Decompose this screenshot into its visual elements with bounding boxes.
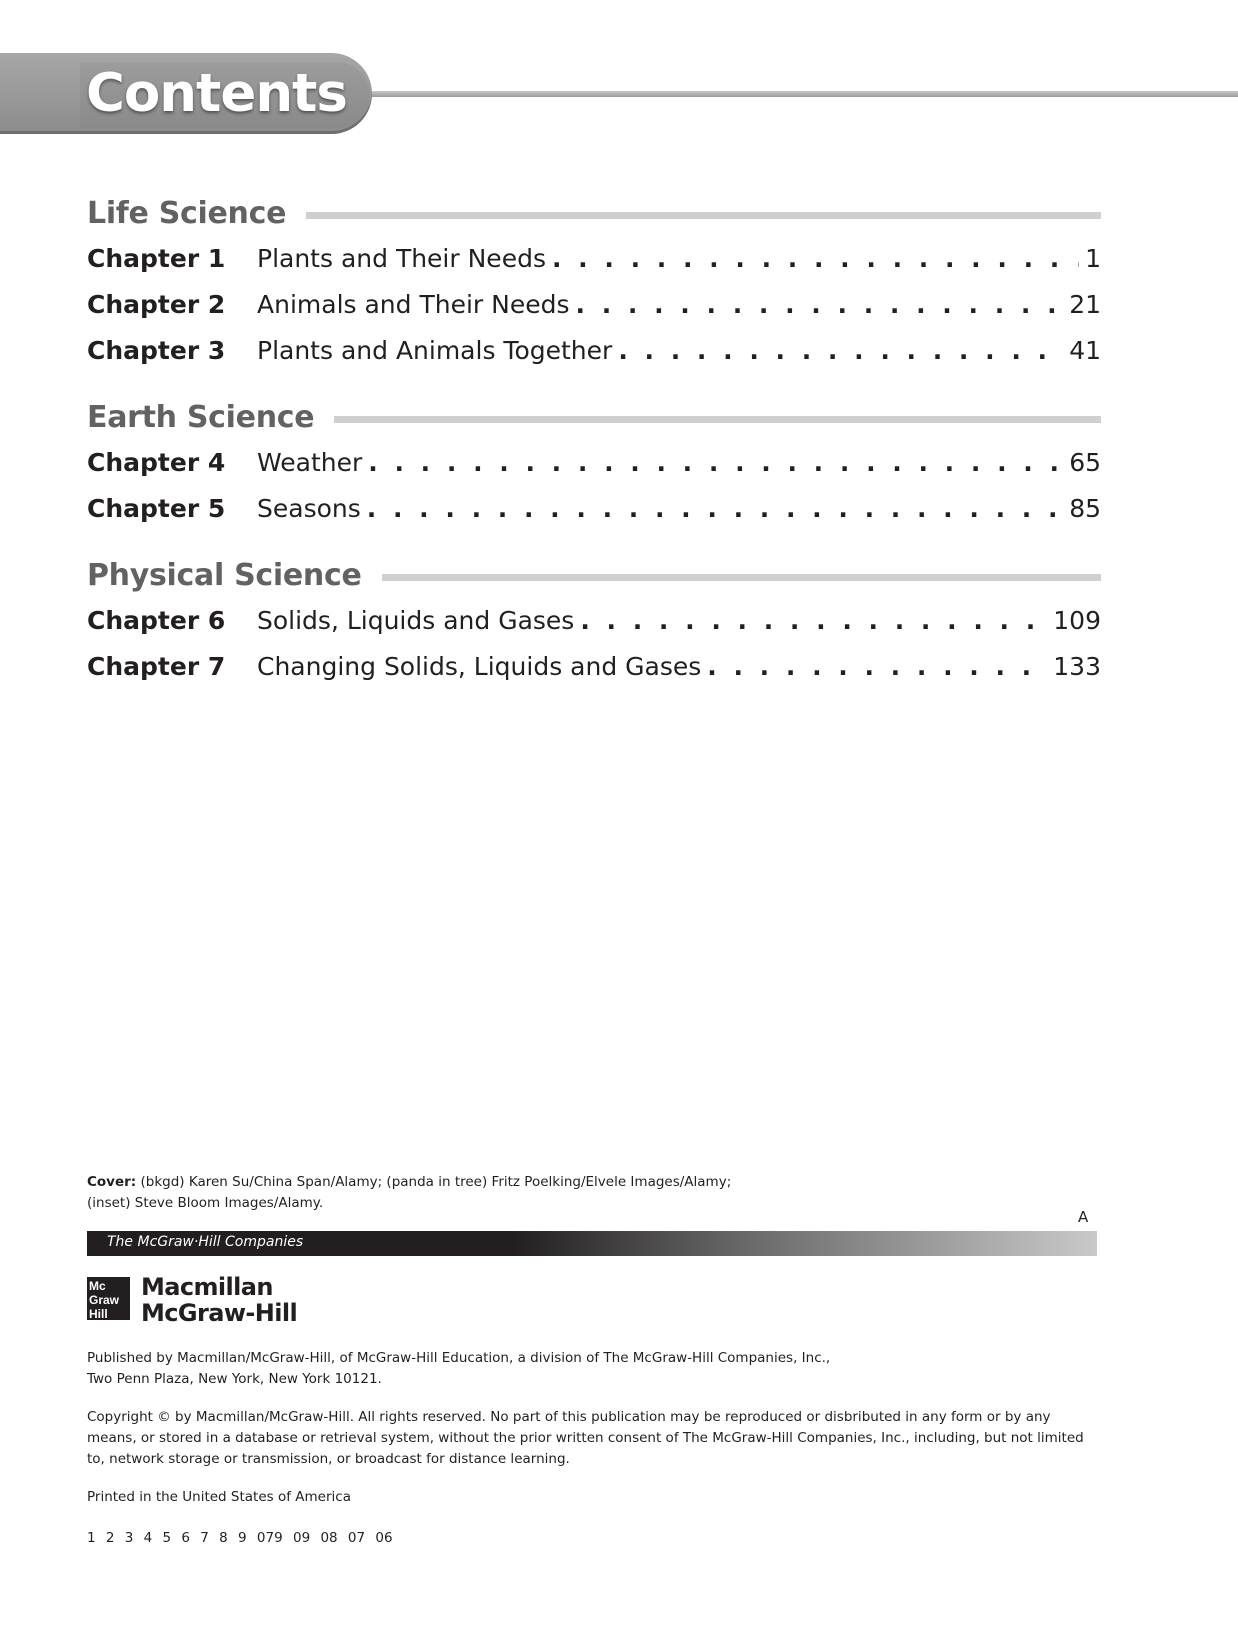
dot-leader <box>576 282 1064 328</box>
logo-line1: Macmillan <box>141 1273 273 1301</box>
toc-entry[interactable] <box>87 598 1101 644</box>
chapter-label: Chapter 3 <box>87 336 226 365</box>
chapter-label: Chapter 4 <box>87 448 226 477</box>
cover-credit-line1: (bkgd) Karen Su/China Span/Alamy; (panda in tree) Fritz Poelking/Elvele Images/Alamy; <box>140 1174 732 1190</box>
section-rule <box>334 416 1101 423</box>
section-title: Life Science <box>87 195 287 231</box>
chapter-label: Chapter 7 <box>87 652 226 681</box>
cover-credit-line2: (inset) Steve Bloom Images/Alamy. <box>87 1195 324 1211</box>
section-title: Earth Science <box>87 399 315 435</box>
toc-entry[interactable] <box>87 440 1101 486</box>
svg-text:Mc: Mc <box>89 1279 106 1293</box>
chapter-label: Chapter 5 <box>87 494 226 523</box>
chapter-title: Animals and Their Needs <box>257 290 570 319</box>
svg-text:Graw: Graw <box>89 1293 120 1307</box>
page-number: 85 <box>1069 494 1101 523</box>
publisher-logo-text <box>141 1274 297 1326</box>
page-number: 21 <box>1069 290 1101 319</box>
edition-letter: A <box>1078 1208 1089 1226</box>
chapter-label: Chapter 2 <box>87 290 226 319</box>
section-title: Physical Science <box>87 557 362 593</box>
copyright-text: Copyright © by Macmillan/McGraw-Hill. All rights reserved. No part of this publication may be reproduced or disbributed in any form or by any means, or stored in a database or retrieval system, without the prior written consent of The McGraw-Hill Companies, Inc., including, but not limited to, network storage or transmission, or broadcast for distance learning. <box>87 1409 1084 1467</box>
mcgraw-hill-logo-icon <box>87 1277 130 1320</box>
toc-entry[interactable] <box>87 486 1101 532</box>
print-numbers: 1 2 3 4 5 6 7 8 9 079 09 08 07 06 <box>87 1530 393 1546</box>
header-rule <box>360 91 1238 97</box>
chapter-title: Solids, Liquids and Gases <box>257 606 575 635</box>
section-rule <box>306 212 1101 219</box>
page-number: 109 <box>1053 606 1101 635</box>
page-number: 1 <box>1085 244 1101 273</box>
section-life-science <box>87 190 1101 374</box>
chapter-title: Seasons <box>257 494 361 523</box>
toc-entry[interactable] <box>87 644 1101 690</box>
svg-text:Hill: Hill <box>89 1307 108 1320</box>
dot-leader <box>367 486 1063 532</box>
page-title: Contents <box>86 63 347 124</box>
toc-entry[interactable] <box>87 236 1101 282</box>
chapter-label: Chapter 6 <box>87 606 226 635</box>
section-physical-science <box>87 552 1101 690</box>
published-line2: Two Penn Plaza, New York, New York 10121. <box>87 1371 382 1387</box>
table-of-contents <box>87 190 1101 710</box>
section-earth-science <box>87 394 1101 532</box>
dot-leader <box>552 236 1079 282</box>
logo-line2: McGraw-Hill <box>141 1299 298 1327</box>
cover-label: Cover: <box>87 1174 137 1190</box>
chapter-title: Changing Solids, Liquids and Gases <box>257 652 702 681</box>
printed-text: Printed in the United States of America <box>87 1489 351 1505</box>
toc-entry[interactable] <box>87 328 1101 374</box>
companies-bar <box>87 1231 1097 1256</box>
published-line1: Published by Macmillan/McGraw-Hill, of McGraw-Hill Education, a division of The McGraw-Hill Companies, Inc., <box>87 1350 831 1366</box>
companies-bar-text: The McGraw·Hill Companies <box>107 1234 304 1250</box>
toc-entry[interactable] <box>87 282 1101 328</box>
chapter-title: Weather <box>257 448 363 477</box>
dot-leader <box>580 598 1047 644</box>
page-number: 133 <box>1053 652 1101 681</box>
page-number: 41 <box>1069 336 1101 365</box>
dot-leader <box>618 328 1063 374</box>
chapter-title: Plants and Their Needs <box>257 244 546 273</box>
dot-leader <box>368 440 1063 486</box>
chapter-label: Chapter 1 <box>87 244 226 273</box>
cover-credits <box>87 1172 987 1214</box>
publication-info <box>87 1348 1097 1525</box>
dot-leader <box>707 644 1047 690</box>
section-rule <box>382 574 1101 581</box>
chapter-title: Plants and Animals Together <box>257 336 613 365</box>
page-number: 65 <box>1069 448 1101 477</box>
